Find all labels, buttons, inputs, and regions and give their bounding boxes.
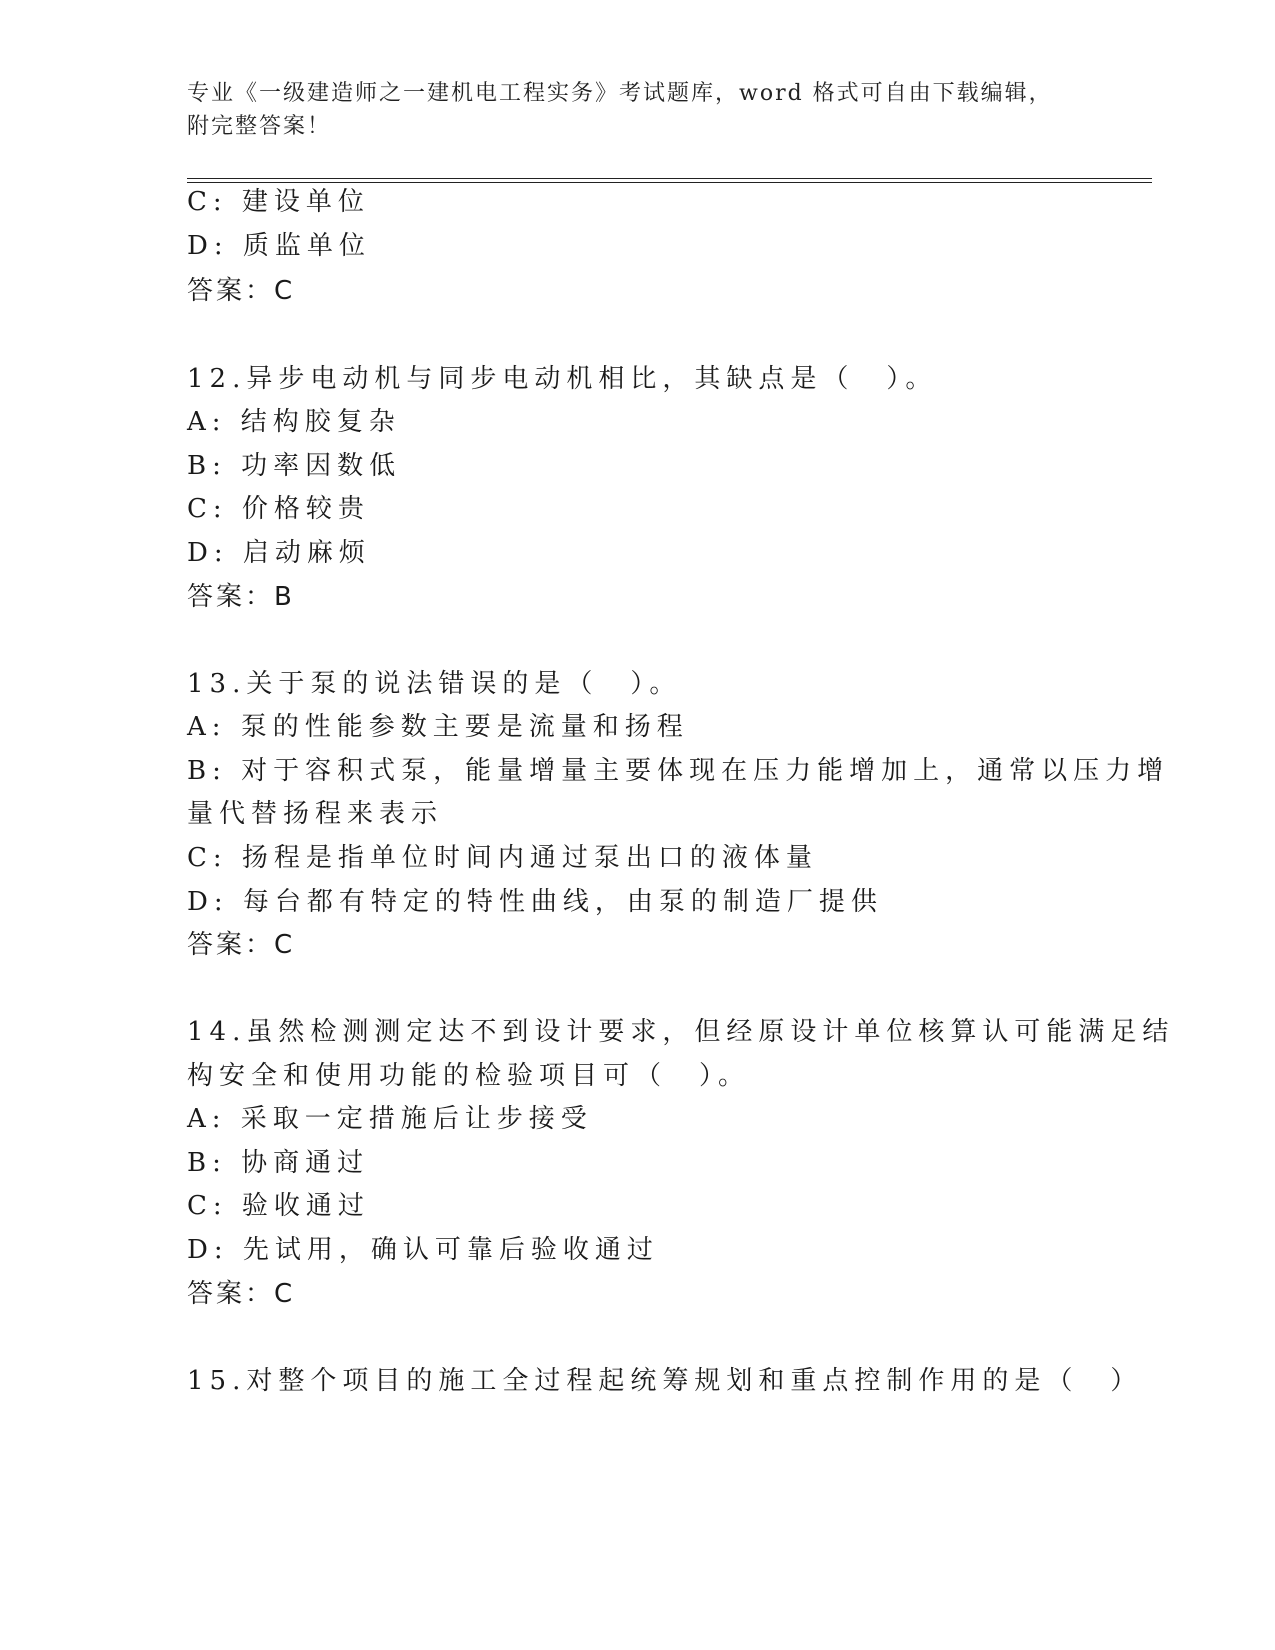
header-title-line-1: 专业《一级建造师之一建机电工程实务》考试题库，word 格式可自由下载编辑， [187, 81, 1053, 106]
q12-stem: 12.异步电动机与同步电动机相比，其缺点是（ ）。 [187, 364, 938, 394]
q13-option-a: A: 泵的性能参数主要是流量和扬程 [187, 712, 689, 742]
q14-answer: 答案：C [187, 1279, 296, 1309]
q13-option-b-continued: 量代替扬程来表示 [187, 799, 444, 829]
q13-answer: 答案：C [187, 930, 296, 960]
q15-stem: 15.对整个项目的施工全过程起统筹规划和重点控制作用的是（ ） [187, 1366, 1143, 1396]
q12-option-c: C: 价格较贵 [187, 494, 370, 524]
q14-option-d: D: 先试用，确认可靠后验收通过 [187, 1235, 659, 1265]
q13-stem: 13.关于泵的说法错误的是（ ）。 [187, 669, 682, 699]
header-divider-top [187, 178, 1152, 179]
q13-option-d: D: 每台都有特定的特性曲线，由泵的制造厂提供 [187, 887, 883, 917]
q13-option-b: B: 对于容积式泵，能量增量主要体现在压力能增加上，通常以压力增 [187, 756, 1170, 786]
q14-option-b: B: 协商通过 [187, 1148, 370, 1178]
q12-option-a: A: 结构胶复杂 [187, 407, 401, 437]
prev-option-d: D: 质监单位 [187, 231, 371, 261]
q12-option-d: D: 启动麻烦 [187, 538, 371, 568]
q13-option-c: C: 扬程是指单位时间内通过泵出口的液体量 [187, 843, 818, 873]
q14-option-c: C: 验收通过 [187, 1191, 370, 1221]
header-title-line-2: 附完整答案！ [187, 114, 332, 139]
header-divider-bottom [187, 182, 1152, 183]
q14-option-a: A: 采取一定措施后让步接受 [187, 1104, 593, 1134]
prev-answer: 答案：C [187, 276, 296, 306]
q14-stem-line-2: 构安全和使用功能的检验项目可（ ）。 [187, 1061, 751, 1091]
q12-option-b: B: 功率因数低 [187, 451, 402, 481]
prev-option-c: C: 建设单位 [187, 187, 370, 217]
q12-answer: 答案：B [187, 582, 295, 612]
q14-stem-line-1: 14.虽然检测测定达不到设计要求，但经原设计单位核算认可能满足结 [187, 1017, 1175, 1047]
